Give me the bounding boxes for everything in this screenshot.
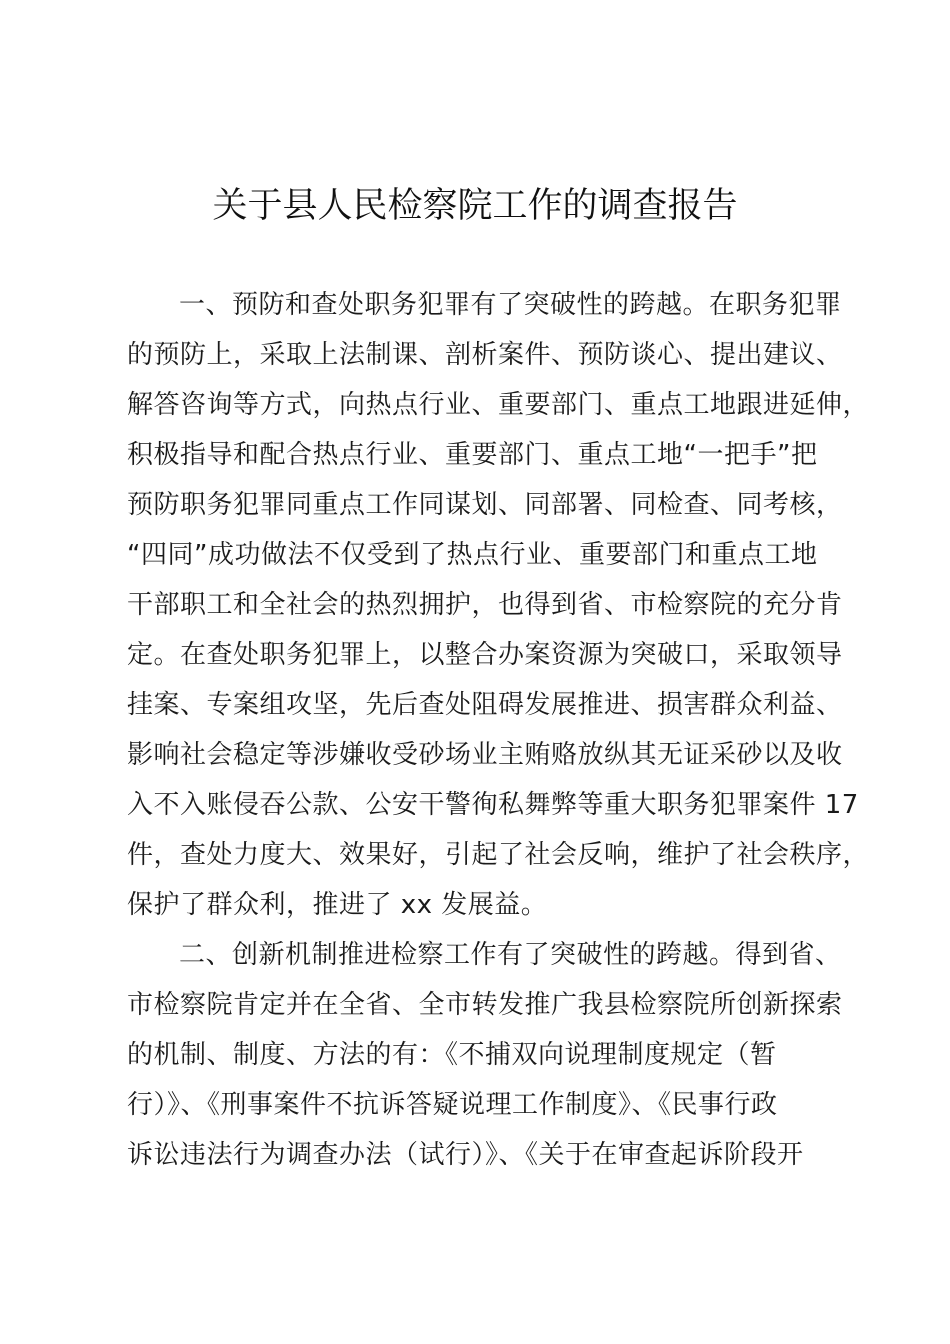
paragraph-2-line-4: 行）》、《刑事案件不抗诉答疑说理工作制度》、《民事行政	[127, 1090, 778, 1120]
paragraph-2-line-1: 二、创新机制推进检察工作有了突破性的跨越。得到省、	[179, 940, 842, 970]
paragraph-1-line-2: 的预防上，采取上法制课、剖析案件、预防谈心、提出建议、	[127, 340, 843, 370]
paragraph-2-line-2: 市检察院肯定并在全省、全市转发推广我县检察院所创新探索	[127, 990, 843, 1020]
paragraph-1-line-1: 一、预防和查处职务犯罪有了突破性的跨越。在职务犯罪	[179, 290, 842, 320]
paragraph-1-line-4: 积极指导和配合热点行业、重要部门、重点工地“一把手”把	[127, 440, 818, 470]
paragraph-1-line-10: 影响社会稳定等涉嫌收受砂场业主贿赂放纵其无证采砂以及收	[127, 740, 843, 770]
paragraph-2-line-3: 的机制、制度、方法的有：《不捕双向说理制度规定（暂	[127, 1040, 777, 1070]
paragraph-1-line-3: 解答咨询等方式，向热点行业、重要部门、重点工地跟进延伸，	[127, 390, 870, 420]
paragraph-2-line-5: 诉讼违法行为调查办法（试行）》、《关于在审查起诉阶段开	[127, 1140, 804, 1170]
paragraph-1-line-7: 干部职工和全社会的热烈拥护，也得到省、市检察院的充分肯	[127, 590, 843, 620]
paragraph-1-line-6: “四同”成功做法不仅受到了热点行业、重要部门和重点工地	[127, 540, 818, 570]
document-body	[127, 280, 870, 1180]
paragraph-1-line-8: 定。在查处职务犯罪上，以整合办案资源为突破口，采取领导	[127, 640, 843, 670]
paragraph-1-line-12: 件，查处力度大、效果好，引起了社会反响，维护了社会秩序，	[127, 840, 870, 870]
document-title: 关于县人民检察院工作的调查报告	[212, 186, 738, 226]
paragraph-1-line-11: 入不入账侵吞公款、公安干警徇私舞弊等重大职务犯罪案件 17	[127, 790, 859, 820]
paragraph-1-line-9: 挂案、专案组攻坚，先后查处阻碍发展推进、损害群众利益、	[127, 690, 843, 720]
paragraph-1-line-5: 预防职务犯罪同重点工作同谋划、同部署、同检查、同考核，	[127, 490, 843, 520]
paragraph-1-line-13: 保护了群众利，推进了 xx 发展益。	[127, 890, 548, 920]
